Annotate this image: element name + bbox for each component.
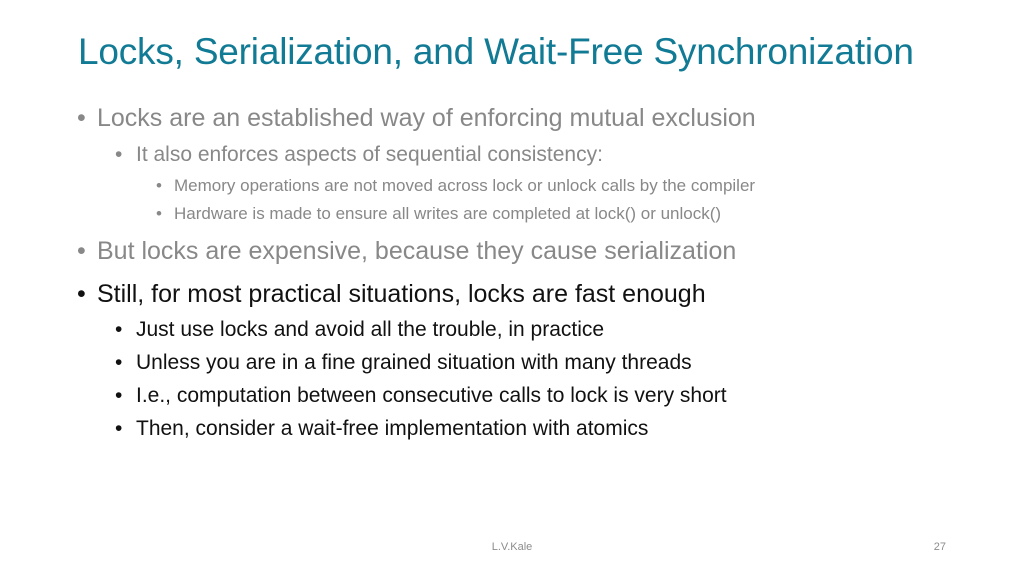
bullet-dot-icon: •: [115, 351, 123, 374]
bullet-text: Hardware is made to ensure all writes are completed at lock() or unlock(): [174, 204, 722, 223]
bullet-dot-icon: •: [77, 104, 86, 132]
bullet-item: [115, 351, 692, 375]
bullet-text: Then, consider a wait-free implementation with atomics: [136, 417, 649, 440]
bullet-text: Locks are an established way of enforcing mutual exclusion: [97, 104, 756, 132]
bullet-item: [77, 237, 737, 266]
bullet-item: [115, 143, 603, 167]
bullet-text: Still, for most practical situations, locks are fast enough: [97, 280, 706, 308]
bullet-dot-icon: •: [156, 176, 162, 195]
page-number: 27: [933, 541, 946, 553]
bullet-dot-icon: •: [156, 204, 162, 223]
bullet-text: It also enforces aspects of sequential consistency:: [136, 143, 603, 166]
bullet-text: Just use locks and avoid all the trouble, in practice: [136, 318, 605, 341]
bullet-text: But locks are expensive, because they cause serialization: [97, 237, 737, 265]
slide-title: Locks, Serialization, and Wait-Free Synchronization: [78, 31, 914, 72]
bullet-item: [77, 280, 706, 309]
bullet-item: [115, 384, 727, 408]
bullet-item: [156, 204, 722, 224]
bullet-dot-icon: •: [115, 318, 123, 341]
footer-author: L.V.Kale: [491, 541, 533, 553]
bullet-text: I.e., computation between consecutive calls to lock is very short: [136, 384, 727, 407]
bullet-dot-icon: •: [115, 384, 123, 407]
bullet-text: Memory operations are not moved across lock or unlock calls by the compiler: [174, 176, 756, 195]
bullet-dot-icon: •: [77, 280, 86, 308]
bullet-item: [115, 417, 649, 441]
bullet-item: [156, 176, 756, 196]
bullet-item: [115, 318, 605, 342]
bullet-text: Unless you are in a fine grained situation with many threads: [136, 351, 692, 374]
bullet-dot-icon: •: [77, 237, 86, 265]
bullet-item: [77, 104, 756, 133]
bullet-dot-icon: •: [115, 417, 123, 440]
bullet-dot-icon: •: [115, 143, 123, 166]
